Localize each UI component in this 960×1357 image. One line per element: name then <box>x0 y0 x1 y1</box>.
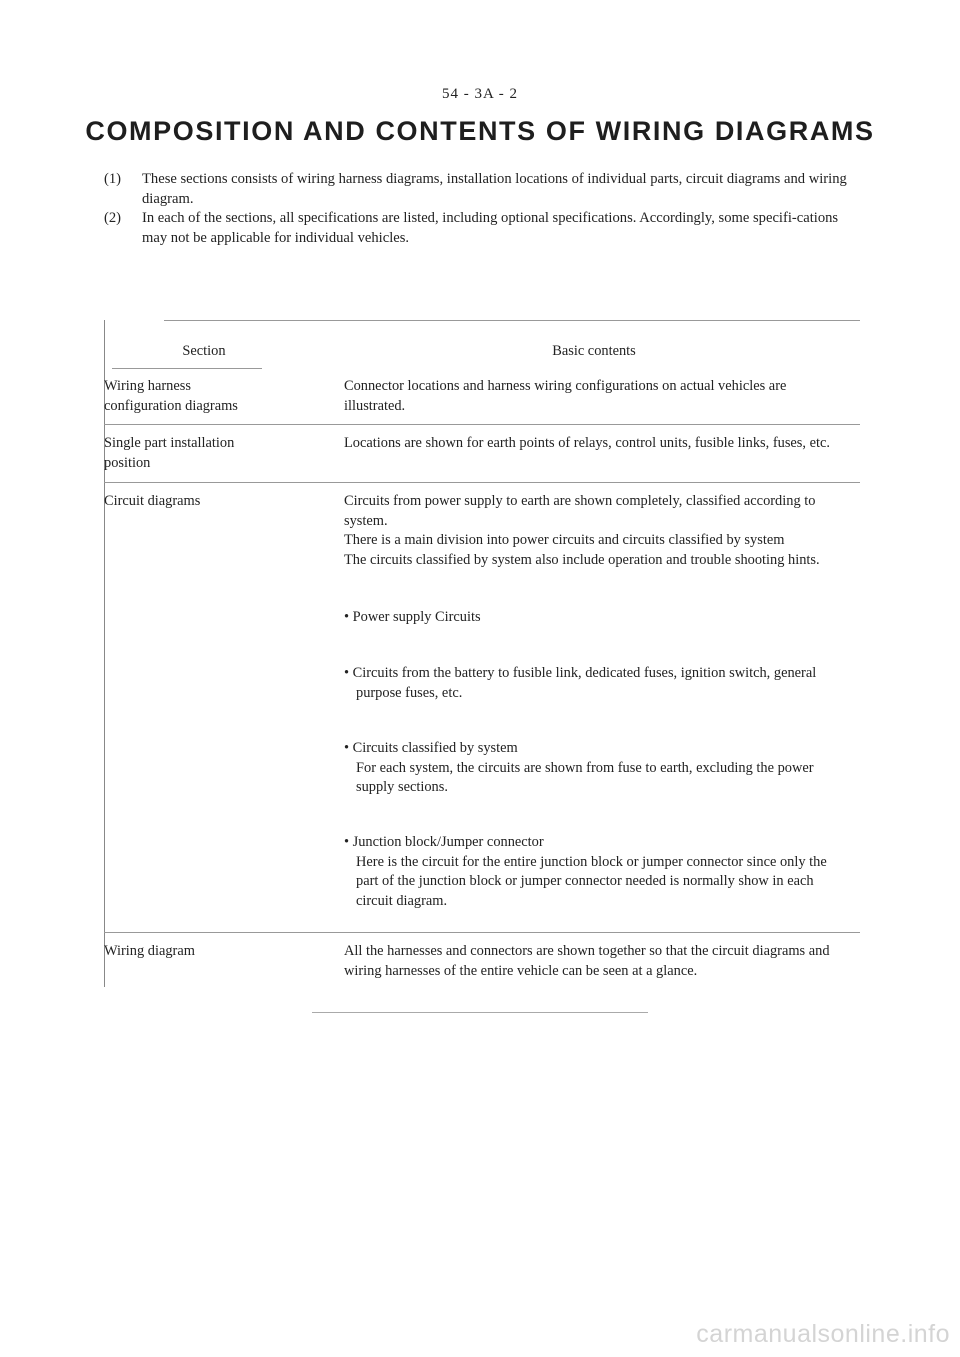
page-title: COMPOSITION AND CONTENTS OF WIRING DIAGRAMS <box>85 116 875 146</box>
circuit-para-1: Circuits from power supply to earth are shown completely, classified according to system. <box>344 493 816 529</box>
circuit-bullet-2: • Circuits from the battery to fusible link, dedicated fuses, ignition switch, general purpose fuses, etc. <box>344 665 817 701</box>
row-harness-section-line1: Wiring harness <box>104 378 191 394</box>
circuit-bullet-3-title: • Circuits classified by system <box>344 740 518 756</box>
circuit-bullet-1: • Power supply Circuits <box>344 609 481 625</box>
section-header: Section <box>182 343 226 359</box>
row-circuit-content <box>344 492 844 570</box>
table-left-border <box>104 320 105 987</box>
intro-text-2: In each of the sections, all specifications are listed, including optional specifications. Accordingly, some specifi-cations may not be applicable for individual vehicles. <box>142 210 839 246</box>
table-bottom-rule <box>312 1012 648 1013</box>
page-number: 54 - 3A - 2 <box>442 86 518 102</box>
row-harness-rule <box>104 424 860 425</box>
header-rule <box>112 368 262 369</box>
row-harness-content: Connector locations and harness wiring configurations on actual vehicles are illustrated. <box>344 378 787 414</box>
circuit-para-3: The circuits classified by system also include operation and trouble shooting hints. <box>344 551 820 568</box>
row-single-section <box>104 434 304 473</box>
circuit-bullet-4-title: • Junction block/Jumper connector <box>344 834 544 850</box>
circuit-para-2: There is a main division into power circuits and circuits classified by system <box>344 532 785 548</box>
row-single-section-line2: position <box>104 454 151 471</box>
row-circuit-section: Circuit diagrams <box>104 493 201 509</box>
watermark: carmanualsonline.info <box>696 1320 950 1348</box>
row-single-section-line1: Single part installation <box>104 435 235 451</box>
row-single-rule <box>104 482 860 483</box>
row-wiring-section: Wiring diagram <box>104 943 195 959</box>
row-harness-section-line2: configuration diagrams <box>104 397 238 414</box>
circuit-bullet-4-text: Here is the circuit for the entire junction block or jumper connector since only the part of the junction block or jumper connector needed is normally show in each circuit diagram. <box>356 853 827 909</box>
circuit-bullet-3-text: For each system, the circuits are shown from fuse to earth, excluding the power supply sections. <box>356 759 814 795</box>
circuit-bullet-4 <box>344 833 844 911</box>
row-single-content: Locations are shown for earth points of relays, control units, fusible links, fuses, etc. <box>344 435 830 451</box>
circuit-bullet-3 <box>344 739 844 798</box>
contents-table <box>104 320 860 987</box>
intro-item-2 <box>104 209 864 248</box>
intro-number-1: (1) <box>104 171 122 187</box>
table-top-rule <box>164 320 860 321</box>
contents-header: Basic contents <box>552 343 636 359</box>
row-wiring-content: All the harnesses and connectors are shown together so that the circuit diagrams and wiring harnesses of the entire vehicle can be seen at a glance. <box>344 943 830 979</box>
intro-text-1: These sections consists of wiring harness diagrams, installation locations of individual parts, circuit diagrams and wiring diagram. <box>142 171 847 207</box>
row-harness-section <box>104 377 304 416</box>
intro-number-2: (2) <box>104 210 122 226</box>
intro-list <box>104 170 864 248</box>
intro-item-1 <box>104 170 864 209</box>
row-circuit-rule <box>104 932 860 933</box>
